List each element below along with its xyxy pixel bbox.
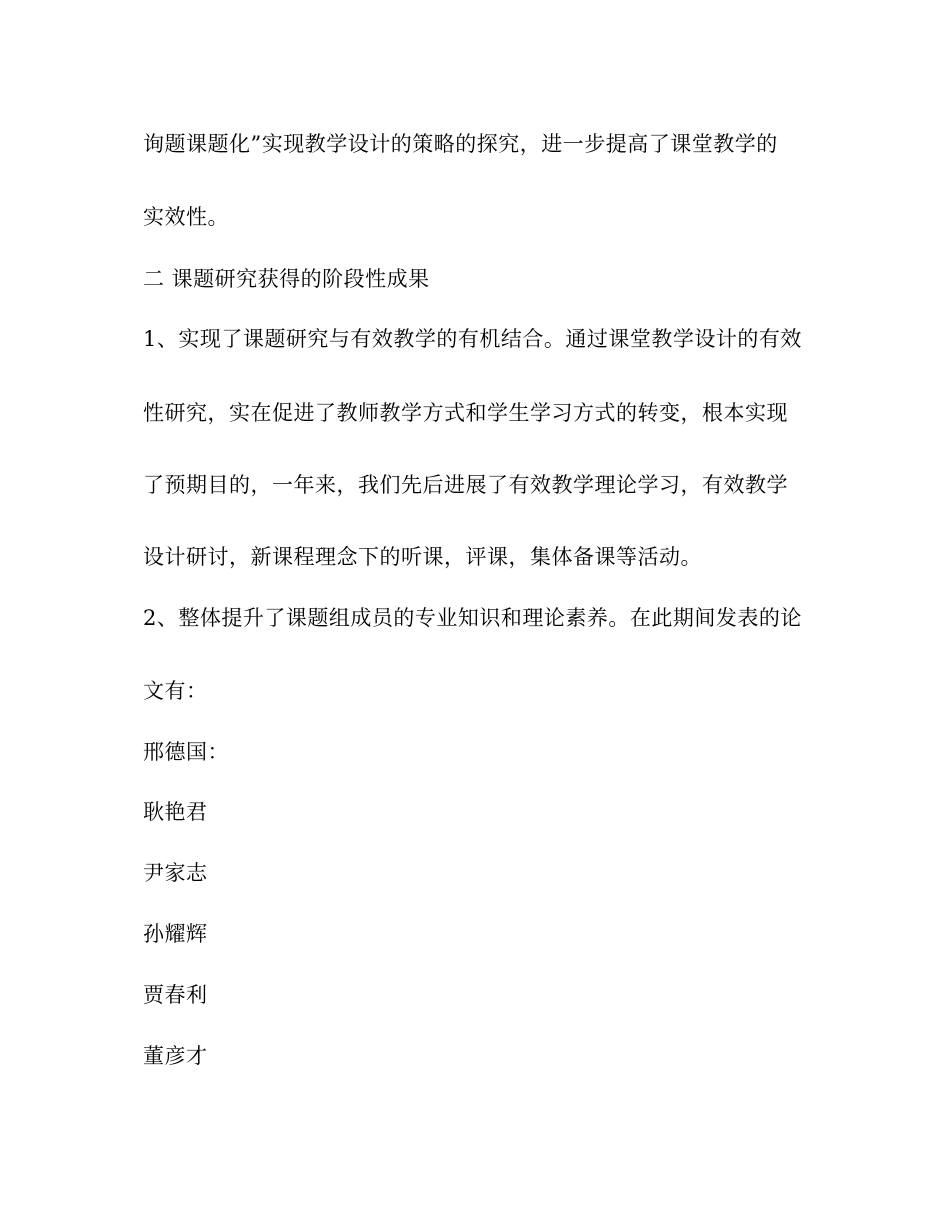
section-heading: 二 课题研究获得的阶段性成果 — [143, 267, 430, 291]
paragraph-2-line-2: 性研究，实在促进了教师教学方式和学生学习方式的转变，根本实现 — [143, 401, 788, 425]
name-entry: 孙耀辉 — [143, 922, 208, 946]
paragraph-3-line-1: 2、整体提升了课题组成员的专业知识和理论素养。在此期间发表的论 — [143, 606, 802, 630]
paragraph-1-line-2: 实效性。 — [143, 205, 229, 229]
paragraph-3-line-2: 文有： — [143, 679, 208, 703]
name-entry: 邢德国： — [143, 740, 229, 764]
paragraph-2-line-1: 1、实现了课题研究与有效教学的有机结合。通过课堂教学设计的有效 — [143, 327, 802, 351]
paragraph-2-line-3: 了预期目的，一年来，我们先后进展了有效教学理论学习，有效教学 — [143, 473, 788, 497]
name-entry: 贾春利 — [143, 983, 208, 1007]
paragraph-1-line-1: 询题课题化”实现教学设计的策略的探究，进一步提高了课堂教学的 — [143, 132, 778, 156]
name-entry: 耿艳君 — [143, 800, 208, 824]
name-entry: 尹家志 — [143, 861, 208, 885]
paragraph-2-line-4: 设计研讨，新课程理念下的听课，评课，集体备课等活动。 — [143, 545, 702, 569]
name-entry: 董彦才 — [143, 1044, 208, 1068]
